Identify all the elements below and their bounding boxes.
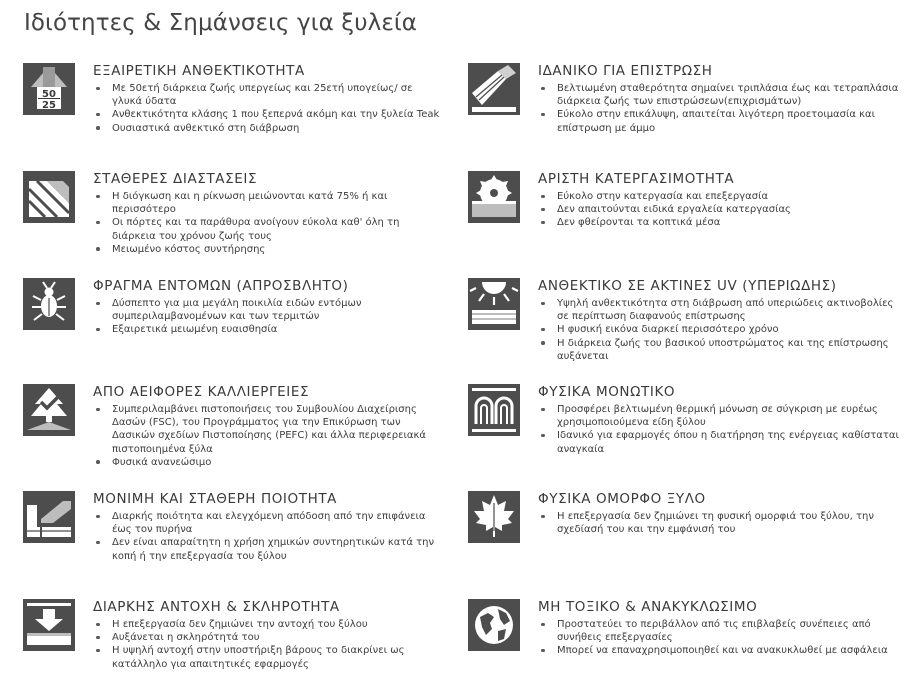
bullet-item: Η υψηλή αντοχή στην υποστήριξη βάρους το διακρίνει ως κατάλληλο για απαιτητικές εφαρμογές (93, 644, 443, 670)
feature-heading: ΦΡΑΓΜΑ ΕΝΤΟΜΩΝ (ΑΠΡΟΣΒΛΗΤΟ) (93, 278, 349, 294)
bullet-item: Η διάρκεια ζωής του βασικού υποστρώματος και της επίστρωσης αυξάνεται (538, 337, 903, 363)
bullet-item: Εύκολο στην κατεργασία και επεξεργασία (538, 190, 903, 203)
uv-sun-icon (468, 278, 520, 330)
feature-heading: ΕΞΑΙΡΕΤΙΚΗ ΑΝΘΕΚΤΙΚΟΤΗΤΑ (93, 63, 305, 79)
feature-bullets (538, 510, 903, 536)
bullet-item: Οι πόρτες και τα παράθυρα ανοίγουν εύκολα καθ' όλη τη διάρκεια του χρόνου ζωής τους (93, 216, 443, 242)
bullet-item: Δύσπεπτο για μια μεγάλη ποικιλία ειδών εντόμων συμπεριλαμβανομένων και των τερμιτών (93, 297, 443, 323)
stable-boards-icon (23, 171, 75, 223)
paint-brush-icon (468, 63, 520, 115)
insect-icon (23, 278, 75, 330)
badge-50-label: 50 (42, 89, 56, 100)
bullet-item: Συμπεριλαμβάνει πιστοποιήσεις του Συμβουλίου Διαχείρισης Δασών (FSC), του Προγράμματος για την Επικύρωση των Δασικών σχεδίων Πιστοποίησης (PEFC) και άλλα περιφερειακά πιστοποιημένα ξύλα (93, 403, 443, 456)
feature-heading: ΦΥΣΙΚΑ ΟΜΟΡΦΟ ΞΥΛΟ (538, 491, 706, 507)
feature-heading: ΑΡΙΣΤΗ ΚΑΤΕΡΓΑΣΙΜΟΤΗΤΑ (538, 171, 735, 187)
globe-icon (468, 599, 520, 651)
feature-heading: ΑΠΟ ΑΕΙΦΟΡΕΣ ΚΑΛΛΙΕΡΓΕΙΕΣ (93, 384, 310, 400)
bullet-item: Βελτιωμένη σταθερότητα σημαίνει τριπλάσια έως και τετραπλάσια διάρκεια ζωής των επιστρώσεων(επιχρισμάτων) (538, 82, 903, 108)
bullet-item: Δεν φθείρονται τα κοπτικά μέσα (538, 216, 903, 229)
bullet-item: Η φυσική εικόνα διαρκεί περισσότερο χρόνο (538, 323, 903, 336)
press-arrow-icon (23, 599, 75, 651)
feature-bullets (538, 190, 903, 230)
bullet-item: Ουσιαστικά ανθεκτικό στη διάβρωση (93, 122, 443, 135)
saw-blade-icon (468, 171, 520, 223)
feature-bullets (538, 297, 903, 363)
bullet-item: Η επεξεργασία δεν ζημιώνει τη φυσική ομορφιά του ξύλου, την σχεδίασή του και την εμφάνισή του (538, 510, 903, 536)
bullet-item: Εύκολο στην επικάλυψη, απαιτείται λιγότερη προετοιμασία και επίστρωση με άμμο (538, 108, 903, 134)
feature-heading: ΙΔΑΝΙΚΟ ΓΙΑ ΕΠΙΣΤΡΩΣΗ (538, 63, 713, 79)
warranty-50-25-icon (23, 63, 75, 115)
feature-bullets (538, 403, 903, 456)
bullet-item: Υψηλή ανθεκτικότητα στη διάβρωση από υπεριώδεις ακτινοβολίες σε περίπτωση διαφανούς επίστρωσης (538, 297, 903, 323)
bullet-item: Αυξάνεται η σκληρότητά του (93, 631, 443, 644)
feature-bullets (93, 190, 443, 256)
bullet-item: Μειωμένο κόστος συντήρησης (93, 243, 443, 256)
board-joint-icon (23, 491, 75, 543)
feature-bullets (93, 403, 443, 469)
feature-heading: ΜΗ ΤΟΞΙΚΟ & ΑΝΑΚΥΚΛΩΣΙΜΟ (538, 599, 758, 615)
bullet-item: Φυσικά ανανεώσιμο (93, 456, 443, 469)
feature-bullets (93, 297, 443, 337)
bullet-item: Ιδανικό για εφαρμογές όπου η διατήρηση της ενέργειας καθίσταται αναγκαία (538, 429, 903, 455)
badge-25-label: 25 (42, 100, 56, 111)
feature-bullets (93, 82, 443, 135)
page-title: Ιδιότητες & Σημάνσεις για ξυλεία (24, 10, 418, 36)
bullet-item: Εξαιρετικά μειωμένη ευαισθησία (93, 323, 443, 336)
bullet-item: Προσφέρει βελτιωμένη θερμική μόνωση σε σύγκριση με ευρέως χρησιμοποιούμενα είδη ξύλου (538, 403, 903, 429)
bullet-item: Μπορεί να επαναχρησιμοποιηθεί και να ανακυκλωθεί με ασφάλεια (538, 644, 903, 657)
feature-heading: ΔΙΑΡΚΗΣ ΑΝΤΟΧΗ & ΣΚΛΗΡΟΤΗΤΑ (93, 599, 340, 615)
bullet-item: Η επεξεργασία δεν ζημιώνει την αντοχή του ξύλου (93, 618, 443, 631)
feature-heading: ΦΥΣΙΚΑ ΜΟΝΩΤΙΚΟ (538, 384, 676, 400)
bullet-item: Με 50ετή διάρκεια ζωής υπεργείως και 25ετή υπογείως/ σε γλυκά ύδατα (93, 82, 443, 108)
bullet-item: Προστατεύει το περιβάλλον από τις επιβλαβείς συνέπειες από συνήθεις επεξεργασίες (538, 618, 903, 644)
insulation-icon (468, 384, 520, 436)
feature-heading: ΜΟΝΙΜΗ ΚΑΙ ΣΤΑΘΕΡΗ ΠΟΙΟΤΗΤΑ (93, 491, 338, 507)
bullet-item: Η διόγκωση και η ρίκνωση μειώνονται κατά 75% ή και περισσότερο (93, 190, 443, 216)
feature-heading: ΑΝΘΕΚΤΙΚΟ ΣΕ ΑΚΤΙΝΕΣ UV (ΥΠΕΡΙΩΔΗΣ) (538, 278, 837, 294)
bullet-item: Ανθεκτικότητα κλάσης 1 που ξεπερνά ακόμη και την ξυλεία Teak (93, 108, 443, 121)
bullet-item: Διαρκής ποιότητα και ελεγχόμενη απόδοση από την επιφάνεια έως τον πυρήνα (93, 510, 443, 536)
feature-bullets (93, 618, 443, 671)
feature-bullets (538, 618, 903, 658)
feature-heading: ΣΤΑΘΕΡΕΣ ΔΙΑΣΤΑΣΕΙΣ (93, 171, 258, 187)
feature-bullets (93, 510, 443, 563)
leaf-icon (468, 491, 520, 543)
feature-bullets (538, 82, 903, 135)
tree-icon (23, 384, 75, 436)
bullet-item: Δεν είναι απαραίτητη η χρήση χημικών συντηρητικών κατά την κοπή ή την επεξεργασία του ξύλου (93, 536, 443, 562)
bullet-item: Δεν απαιτούνται ειδικά εργαλεία κατεργασίας (538, 203, 903, 216)
